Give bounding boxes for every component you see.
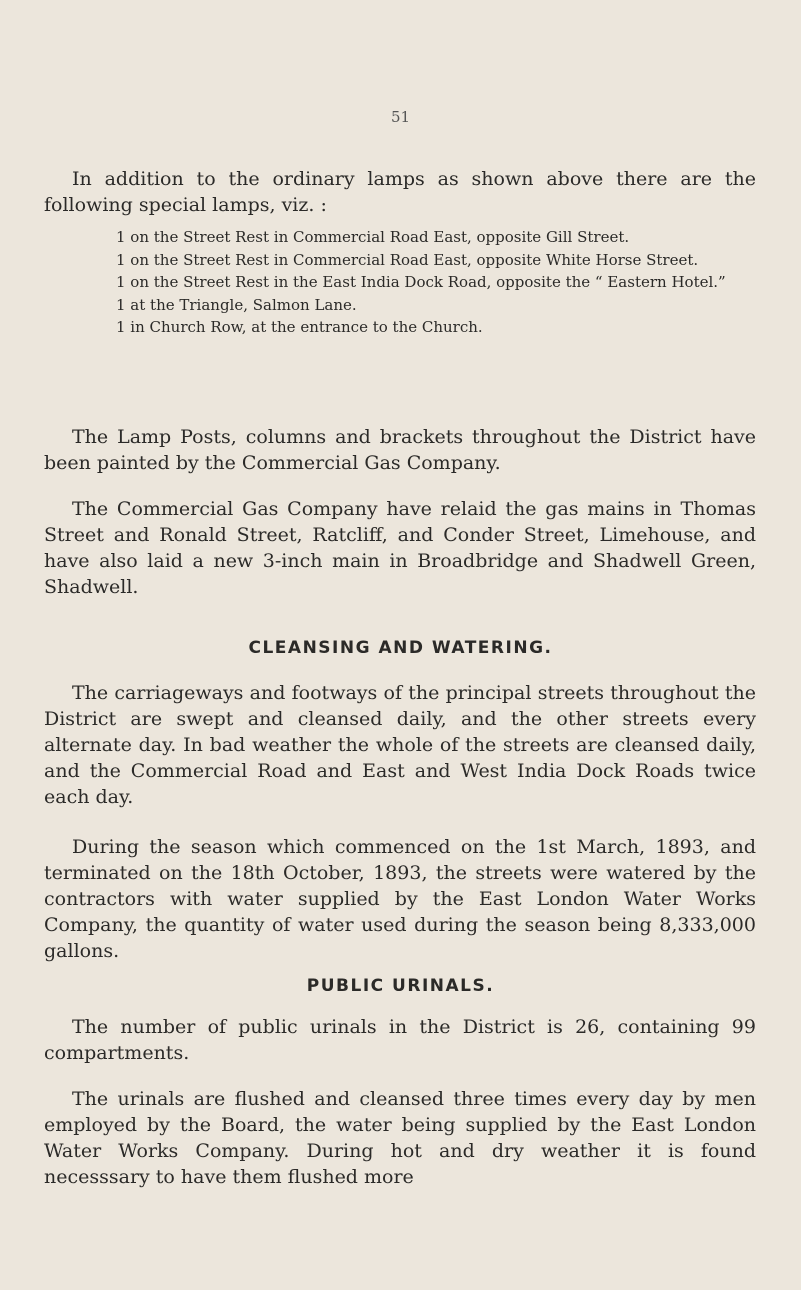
urinals-paragraph-1: The number of public urinals in the District is 26, containing 99 compartments.: [44, 1016, 756, 1064]
list-item: 1 on the Street Rest in Commercial Road East, opposite White Horse Street.: [116, 250, 699, 269]
section-heading-cleansing: CLEANSING AND WATERING.: [248, 638, 553, 658]
urinals-paragraph-2: The urinals are flushed and cleansed three times every day by men employed by the Board, the water being supplied by the East London Water Works Company. During hot and dry weather it is found necesssary to have them flushed more: [44, 1088, 756, 1188]
list-item: 1 at the Triangle, Salmon Lane.: [116, 295, 357, 314]
list-item: 1 in Church Row, at the entrance to the Church.: [116, 318, 483, 336]
cleansing-paragraph-2: During the season which commenced on the 1st March, 1893, and terminated on the 18th October, 1893, the streets were watered by the contractors with water supplied by the East London Water Works Company, the quantity of water used during the season being 8,333,000 gallons.: [44, 836, 756, 962]
list-item: 1 on the Street Rest in the East India Dock Road, opposite the “ Eastern Hotel.”: [116, 273, 726, 291]
special-lamps-list: [44, 226, 756, 339]
list-item: 1 on the Street Rest in Commercial Road East, opposite Gill Street.: [116, 228, 630, 246]
page-number: 51: [390, 108, 411, 126]
section-heading-urinals: PUBLIC URINALS.: [306, 976, 495, 996]
intro-paragraph: In addition to the ordinary lamps as shown above there are the following special lamps, viz. :: [44, 168, 756, 216]
lamp-posts-paragraph: The Lamp Posts, columns and brackets throughout the District have been painted by the Commercial Gas Company.: [44, 426, 756, 474]
cleansing-paragraph-1: The carriageways and footways of the principal streets throughout the District are swept and cleansed daily, and the other streets every alternate day. In bad weather the whole of the streets are cleansed daily, and the Commercial Road and East and West India Dock Roads twice each day.: [44, 682, 756, 808]
gas-mains-paragraph: The Commercial Gas Company have relaid the gas mains in Thomas Street and Ronald Street, Ratcliff, and Conder Street, Limehouse, and have also laid a new 3-inch main in Broadbridge and Shadwell Green, Shadwell.: [44, 498, 756, 598]
